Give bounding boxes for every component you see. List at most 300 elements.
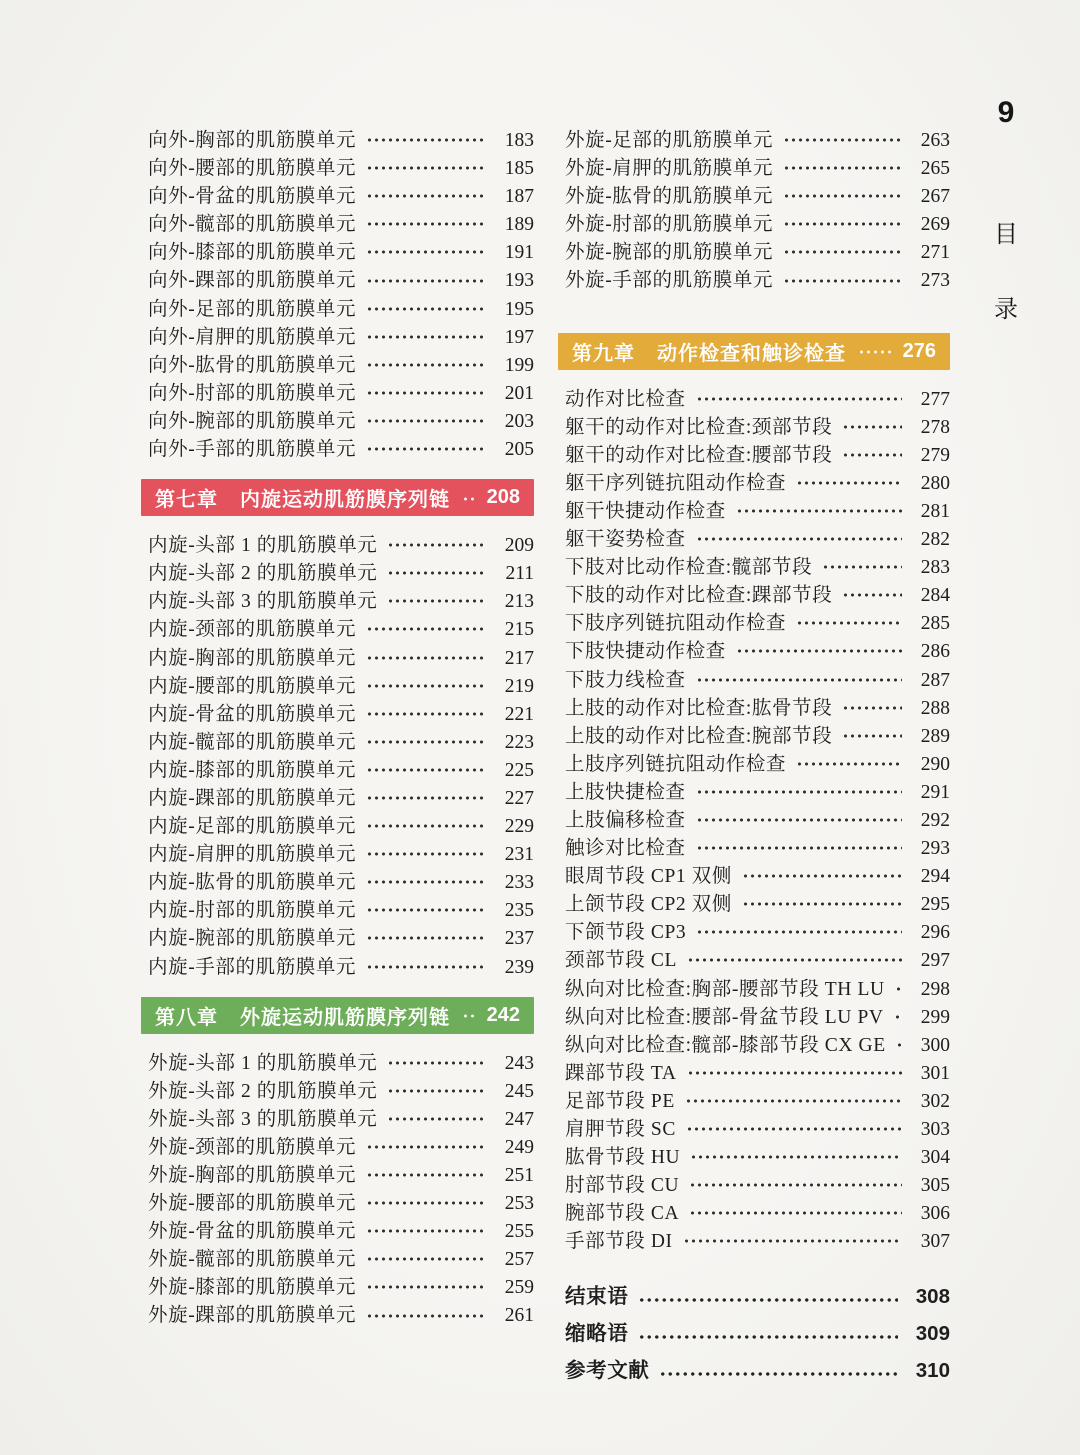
dot-leader-icon <box>696 790 902 794</box>
toc-entry <box>148 866 534 894</box>
toc-entry <box>565 1279 950 1316</box>
dot-leader-icon <box>842 593 902 597</box>
toc-entry <box>148 1047 534 1075</box>
toc-entry-title: 肘部节段 CU <box>565 1175 680 1197</box>
toc-entry <box>148 810 534 838</box>
toc-entry-title: 向外-腕部的肌筋膜单元 <box>148 410 357 432</box>
toc-entry <box>148 1131 534 1159</box>
toc-entry <box>148 1187 534 1215</box>
toc-entry <box>565 916 950 944</box>
toc-entry-page-number: 251 <box>504 1165 534 1186</box>
dot-leader-icon <box>366 1145 486 1149</box>
toc-entry-page-number: 303 <box>920 1119 950 1140</box>
toc-entry-title: 外旋-髋部的肌筋膜单元 <box>148 1249 357 1271</box>
toc-entry <box>565 1316 950 1353</box>
dot-leader-icon <box>366 194 486 198</box>
chapter-heading <box>141 479 534 516</box>
dot-leader-icon <box>366 138 486 142</box>
toc-entry <box>148 405 534 433</box>
toc-entry <box>148 782 534 810</box>
toc-entry-page-number: 249 <box>504 1136 534 1158</box>
toc-entry-title: 外旋-颈部的肌筋膜单元 <box>148 1136 357 1158</box>
toc-entry <box>565 411 950 439</box>
dot-leader-icon <box>842 734 902 738</box>
toc-entry-page-number: 215 <box>504 619 534 641</box>
dot-leader-icon <box>366 222 486 226</box>
dot-leader-icon <box>696 818 902 822</box>
toc-entry <box>565 383 950 411</box>
toc-entry-page-number: 273 <box>920 270 950 292</box>
toc-entry <box>148 152 534 180</box>
dot-leader-icon <box>689 1211 902 1215</box>
dot-leader-icon <box>366 1201 486 1205</box>
toc-entry-page-number: 282 <box>920 529 950 551</box>
toc-entry-title: 外旋-头部 2 的肌筋膜单元 <box>148 1080 378 1102</box>
toc-entry-title: 肱骨节段 HU <box>565 1147 681 1169</box>
toc-entry-title: 外旋-胸部的肌筋膜单元 <box>148 1165 357 1186</box>
toc-entry-title: 动作对比检查 <box>565 388 686 410</box>
toc-entry <box>565 124 950 152</box>
toc-entry <box>148 180 534 208</box>
dot-leader-icon <box>366 335 486 339</box>
toc-entry <box>148 1215 534 1243</box>
toc-entry <box>148 208 534 236</box>
toc-entry-title: 下肢的动作对比检查:踝部节段 <box>565 585 833 607</box>
dot-leader-icon <box>742 874 902 878</box>
dot-leader-icon <box>687 958 902 962</box>
dot-leader-icon <box>796 762 902 766</box>
toc-entry-page-number: 211 <box>505 563 534 585</box>
toc-entry <box>565 1029 950 1057</box>
dot-leader-icon <box>842 706 902 710</box>
toc-entry <box>148 264 534 292</box>
toc-entry <box>565 1057 950 1085</box>
chapter-page-number: 276 <box>902 339 936 362</box>
toc-entry-title: 颈部节段 CL <box>565 950 677 972</box>
toc-entry <box>565 1353 950 1390</box>
chapter-title: 内旋运动肌筋膜序列链 <box>240 489 450 512</box>
toc-entry-title: 外旋-肩胛的肌筋膜单元 <box>565 158 774 180</box>
toc-entry-title: 躯干的动作对比检查:颈部节段 <box>565 416 833 438</box>
toc-entry-title: 内旋-肱骨的肌筋膜单元 <box>148 872 357 894</box>
toc-entry-page-number: 287 <box>920 669 950 691</box>
toc-entry-list <box>565 383 950 1254</box>
dot-leader-icon <box>387 1061 486 1065</box>
toc-entry <box>148 1243 534 1271</box>
dot-leader-icon <box>366 1229 486 1233</box>
toc-entry-page-number: 304 <box>920 1147 950 1169</box>
toc-entry <box>565 1001 950 1029</box>
dot-leader-icon <box>685 1099 902 1103</box>
toc-entry <box>565 264 950 292</box>
chapter-heading <box>558 333 950 370</box>
dot-leader-icon <box>696 537 902 541</box>
toc-entry-page-number: 305 <box>920 1175 950 1197</box>
dot-leader-icon <box>659 1372 898 1376</box>
toc-entry-page-number: 259 <box>504 1277 534 1299</box>
toc-entry-page-number: 291 <box>920 781 950 803</box>
toc-entry-page-number: 223 <box>504 731 534 753</box>
dot-leader-icon <box>686 1127 902 1131</box>
toc-entry-page-number: 279 <box>920 444 950 466</box>
dot-leader-icon <box>696 930 902 934</box>
toc-entry-title: 外旋-腰部的肌筋膜单元 <box>148 1193 357 1215</box>
dot-leader-icon <box>366 419 486 423</box>
toc-entry-page-number: 205 <box>504 439 534 461</box>
toc-entry-page-number: 219 <box>504 675 534 697</box>
toc-entry-page-number: 293 <box>920 838 950 860</box>
toc-entry <box>148 754 534 782</box>
toc-entry-title: 上肢序列链抗阻动作检查 <box>565 753 787 775</box>
dot-leader-icon <box>366 166 486 170</box>
toc-entry-page-number: 233 <box>504 872 534 894</box>
toc-entry <box>565 1197 950 1225</box>
toc-entry-page-number: 239 <box>504 956 534 978</box>
dot-leader-icon <box>366 712 486 716</box>
toc-entry-title: 向外-骨盆的肌筋膜单元 <box>148 186 357 208</box>
toc-entry-title: 内旋-肘部的肌筋膜单元 <box>148 900 357 922</box>
dot-leader-icon <box>366 391 486 395</box>
toc-entry <box>148 349 534 377</box>
dot-leader-icon <box>842 453 902 457</box>
page-corner <box>985 96 1027 364</box>
dot-leader-icon <box>689 1183 902 1187</box>
dot-leader-icon <box>783 279 902 283</box>
toc-entry-title: 纵向对比检查:髋部-膝部节段 CX GE <box>565 1034 886 1056</box>
toc-entry-page-number: 255 <box>504 1221 534 1243</box>
toc-entry-page-number: 277 <box>920 388 950 410</box>
toc-entry-title: 内旋-头部 1 的肌筋膜单元 <box>148 535 378 557</box>
toc-entry-title: 向外-胸部的肌筋膜单元 <box>148 130 357 151</box>
toc-entry-page-number: 307 <box>920 1231 950 1253</box>
toc-entry-title: 外旋-腕部的肌筋膜单元 <box>565 242 774 264</box>
toc-entry-title: 纵向对比检查:腰部-骨盆节段 LU PV <box>565 1006 884 1028</box>
toc-entry-page-number: 286 <box>920 641 950 663</box>
dot-leader-icon <box>796 621 902 625</box>
toc-entry <box>148 124 534 152</box>
toc-entry-page-number: 301 <box>920 1062 950 1084</box>
dot-leader-icon <box>366 965 486 969</box>
toc-entry-title: 触诊对比检查 <box>565 838 686 860</box>
toc-entry <box>148 894 534 922</box>
toc-entry-page-number: 257 <box>504 1249 534 1271</box>
toc-entry <box>565 1085 950 1113</box>
dot-leader-icon <box>736 509 902 513</box>
toc-entry-title: 外旋-踝部的肌筋膜单元 <box>148 1305 357 1327</box>
toc-entry-page-number: 201 <box>504 382 534 404</box>
toc-entry <box>565 1113 950 1141</box>
toc-entry-title: 躯干的动作对比检查:腰部节段 <box>565 444 833 466</box>
dot-leader-icon <box>366 363 486 367</box>
toc-entry-page-number: 197 <box>504 326 534 348</box>
toc-entry <box>148 585 534 613</box>
toc-entry-list <box>565 1279 950 1390</box>
dot-leader-icon <box>894 1015 902 1019</box>
toc-entry-title: 上颌节段 CP2 双侧 <box>565 894 732 916</box>
dot-leader-icon <box>366 656 486 660</box>
toc-entry <box>565 439 950 467</box>
toc-entry-page-number: 294 <box>920 866 950 888</box>
toc-entry-title: 纵向对比检查:胸部-腰部节段 TH LU <box>565 978 885 1000</box>
toc-entry-title: 上肢快捷检查 <box>565 781 686 803</box>
dot-leader-icon <box>796 481 902 485</box>
toc-entry-title: 外旋-膝部的肌筋膜单元 <box>148 1277 357 1299</box>
toc-entry-page-number: 269 <box>920 214 950 236</box>
dot-leader-icon <box>387 1117 486 1121</box>
toc-entry-title: 内旋-髋部的肌筋膜单元 <box>148 731 357 753</box>
dot-leader-icon <box>387 543 486 547</box>
dot-leader-icon <box>895 987 903 991</box>
dot-leader-icon <box>366 796 486 800</box>
toc-entry-page-number: 199 <box>504 354 534 376</box>
toc-entry <box>565 607 950 635</box>
toc-entry-title: 向外-踝部的肌筋膜单元 <box>148 270 357 292</box>
dot-leader-icon <box>683 1239 902 1243</box>
toc-entry <box>148 321 534 349</box>
toc-entry-title: 内旋-手部的肌筋膜单元 <box>148 956 357 978</box>
dot-leader-icon <box>366 279 486 283</box>
chapter-number-label: 第八章 <box>155 1006 218 1029</box>
toc-entry-page-number: 235 <box>504 900 534 922</box>
dot-leader-icon <box>462 497 477 501</box>
toc-entry <box>565 748 950 776</box>
dot-leader-icon <box>366 880 486 884</box>
toc-entry <box>565 1225 950 1253</box>
toc-entry <box>565 860 950 888</box>
toc-entry <box>148 377 534 405</box>
toc-entry <box>565 664 950 692</box>
toc-entry-page-number: 265 <box>920 158 950 180</box>
toc-entry-title: 向外-肩胛的肌筋膜单元 <box>148 326 357 348</box>
toc-entry-page-number: 225 <box>504 759 534 781</box>
toc-entry-page-number: 309 <box>915 1322 950 1346</box>
toc-entry-page-number: 302 <box>920 1090 950 1112</box>
dot-leader-icon <box>696 678 902 682</box>
toc-entry-title: 眼周节段 CP1 双侧 <box>565 866 732 888</box>
dot-leader-icon <box>366 1173 486 1177</box>
toc-entry-title: 向外-髋部的肌筋膜单元 <box>148 214 357 236</box>
toc-entry-title: 足部节段 PE <box>565 1090 675 1112</box>
toc-column-left <box>148 124 534 1328</box>
toc-entry-title: 内旋-腰部的肌筋膜单元 <box>148 675 357 697</box>
toc-entry-title: 向外-腰部的肌筋膜单元 <box>148 158 357 180</box>
toc-entry-page-number: 217 <box>504 647 534 669</box>
dot-leader-icon <box>366 852 486 856</box>
toc-entry-title: 上肢的动作对比检查:腕部节段 <box>565 725 833 747</box>
toc-entry-page-number: 187 <box>504 186 534 208</box>
dot-leader-icon <box>896 1043 904 1047</box>
toc-entry-page-number: 297 <box>920 950 950 972</box>
dot-leader-icon <box>687 1071 902 1075</box>
toc-entry-page-number: 263 <box>920 130 950 151</box>
toc-entry-title: 缩略语 <box>565 1322 629 1346</box>
toc-entry <box>565 973 950 1001</box>
dot-leader-icon <box>783 250 902 254</box>
toc-entry-page-number: 284 <box>920 585 950 607</box>
toc-column-right <box>565 124 950 1390</box>
toc-entry-title: 内旋-骨盆的肌筋膜单元 <box>148 703 357 725</box>
toc-entry-page-number: 298 <box>920 978 950 1000</box>
toc-entry <box>565 776 950 804</box>
dot-leader-icon <box>366 250 486 254</box>
dot-leader-icon <box>366 1257 486 1261</box>
toc-entry-title: 内旋-膝部的肌筋膜单元 <box>148 759 357 781</box>
toc-entry <box>148 922 534 950</box>
toc-entry-title: 手部节段 DI <box>565 1231 673 1253</box>
toc-entry-page-number: 195 <box>504 298 534 320</box>
chapter-number-label: 第七章 <box>155 489 218 512</box>
corner-label-char-1: 目 <box>994 221 1018 248</box>
toc-entry-title: 外旋-手部的肌筋膜单元 <box>565 270 774 292</box>
toc-entry <box>148 642 534 670</box>
dot-leader-icon <box>696 397 902 401</box>
chapter-title: 外旋运动肌筋膜序列链 <box>240 1006 450 1029</box>
toc-entry <box>565 832 950 860</box>
toc-entry-title: 肩胛节段 SC <box>565 1119 676 1140</box>
toc-entry <box>148 529 534 557</box>
toc-entry-page-number: 253 <box>504 1193 534 1215</box>
toc-entry-page-number: 185 <box>504 158 534 180</box>
page-number: 9 <box>997 96 1015 129</box>
toc-entry-page-number: 221 <box>504 703 534 725</box>
toc-entry <box>565 551 950 579</box>
toc-entry <box>565 1169 950 1197</box>
toc-entry-page-number: 306 <box>920 1203 950 1225</box>
toc-entry-title: 向外-肘部的肌筋膜单元 <box>148 382 357 404</box>
toc-entry-title: 外旋-足部的肌筋膜单元 <box>565 130 774 151</box>
toc-entry <box>148 293 534 321</box>
toc-entry-page-number: 243 <box>504 1052 534 1074</box>
toc-entry-title: 向外-肱骨的肌筋膜单元 <box>148 354 357 376</box>
toc-entry-title: 向外-手部的肌筋膜单元 <box>148 439 357 461</box>
toc-entry <box>565 236 950 264</box>
toc-entry-title: 内旋-头部 2 的肌筋膜单元 <box>148 563 378 585</box>
toc-entry-title: 向外-足部的肌筋膜单元 <box>148 298 357 320</box>
toc-entry-page-number: 280 <box>920 472 950 494</box>
toc-entry-list <box>565 124 950 293</box>
dot-leader-icon <box>462 1014 477 1018</box>
toc-entry-page-number: 278 <box>920 416 950 438</box>
toc-entry <box>148 613 534 641</box>
toc-entry-page-number: 213 <box>504 591 534 613</box>
toc-entry-page-number: 300 <box>920 1034 950 1056</box>
toc-entry-page-number: 288 <box>920 697 950 719</box>
toc-entry-page-number: 229 <box>504 816 534 838</box>
toc-entry <box>148 236 534 264</box>
toc-entry <box>148 838 534 866</box>
toc-entry-title: 外旋-肱骨的肌筋膜单元 <box>565 186 774 208</box>
toc-entry-page-number: 237 <box>504 928 534 950</box>
toc-entry <box>565 635 950 663</box>
toc-entry <box>148 698 534 726</box>
toc-entry-page-number: 245 <box>504 1080 534 1102</box>
chapter-page-number: 208 <box>486 486 520 509</box>
toc-entry <box>565 523 950 551</box>
dot-leader-icon <box>783 194 902 198</box>
toc-entry-page-number: 290 <box>920 753 950 775</box>
chapter-number-label: 第九章 <box>572 342 635 365</box>
toc-entry-page-number: 231 <box>504 844 534 866</box>
dot-leader-icon <box>783 166 902 170</box>
toc-entry-page-number: 209 <box>504 535 534 557</box>
toc-entry-list <box>148 529 534 979</box>
toc-entry-title: 内旋-颈部的肌筋膜单元 <box>148 619 357 641</box>
toc-entry-page-number: 203 <box>504 410 534 432</box>
toc-entry-title: 下肢序列链抗阻动作检查 <box>565 613 787 635</box>
chapter-page-number: 242 <box>486 1003 520 1026</box>
dot-leader-icon <box>366 1285 486 1289</box>
dot-leader-icon <box>387 599 486 603</box>
toc-entry <box>565 467 950 495</box>
dot-leader-icon <box>366 824 486 828</box>
toc-entry <box>148 1075 534 1103</box>
toc-entry-page-number: 289 <box>920 725 950 747</box>
toc-entry-title: 躯干序列链抗阻动作检查 <box>565 472 787 494</box>
toc-entry-title: 腕部节段 CA <box>565 1203 680 1225</box>
toc-entry <box>148 1159 534 1187</box>
dot-leader-icon <box>690 1155 902 1159</box>
toc-entry <box>565 208 950 236</box>
dot-leader-icon <box>696 846 902 850</box>
dot-leader-icon <box>366 936 486 940</box>
dot-leader-icon <box>842 425 902 429</box>
dot-leader-icon <box>783 138 902 142</box>
dot-leader-icon <box>387 571 486 575</box>
toc-entry-title: 下颌节段 CP3 <box>565 922 687 944</box>
toc-entry-title: 外旋-骨盆的肌筋膜单元 <box>148 1221 357 1243</box>
dot-leader-icon <box>783 222 902 226</box>
toc-entry-title: 内旋-足部的肌筋膜单元 <box>148 816 357 838</box>
toc-entry <box>565 579 950 607</box>
toc-entry-title: 内旋-头部 3 的肌筋膜单元 <box>148 591 378 613</box>
toc-entry-page-number: 292 <box>920 809 950 831</box>
toc-entry-list <box>148 124 534 461</box>
toc-entry-list <box>148 1047 534 1328</box>
toc-entry <box>565 944 950 972</box>
dot-leader-icon <box>822 565 902 569</box>
toc-entry-title: 下肢快捷动作检查 <box>565 641 726 663</box>
toc-entry-page-number: 296 <box>920 922 950 944</box>
toc-entry-page-number: 299 <box>920 1006 950 1028</box>
toc-entry-page-number: 310 <box>915 1359 950 1383</box>
toc-entry-title: 外旋-头部 3 的肌筋膜单元 <box>148 1108 378 1130</box>
toc-entry <box>565 495 950 523</box>
toc-entry <box>565 692 950 720</box>
toc-entry <box>148 670 534 698</box>
toc-entry <box>565 888 950 916</box>
toc-entry-page-number: 189 <box>504 214 534 236</box>
toc-entry-page-number: 308 <box>915 1285 950 1309</box>
toc-entry-title: 躯干姿势检查 <box>565 529 686 551</box>
dot-leader-icon <box>366 307 486 311</box>
toc-entry-page-number: 193 <box>504 270 534 292</box>
toc-entry <box>148 1103 534 1131</box>
toc-entry-title: 结束语 <box>565 1285 629 1309</box>
toc-entry-page-number: 281 <box>920 500 950 522</box>
toc-entry-title: 上肢的动作对比检查:肱骨节段 <box>565 697 833 719</box>
toc-entry <box>565 180 950 208</box>
dot-leader-icon <box>858 350 893 354</box>
toc-entry-page-number: 227 <box>504 787 534 809</box>
dot-leader-icon <box>366 740 486 744</box>
dot-leader-icon <box>366 768 486 772</box>
chapter-heading <box>141 997 534 1034</box>
toc-entry-page-number: 183 <box>504 130 534 151</box>
toc-entry-title: 参考文献 <box>565 1359 650 1383</box>
toc-entry <box>565 720 950 748</box>
toc-entry-page-number: 247 <box>504 1108 534 1130</box>
toc-entry-title: 内旋-胸部的肌筋膜单元 <box>148 647 357 669</box>
